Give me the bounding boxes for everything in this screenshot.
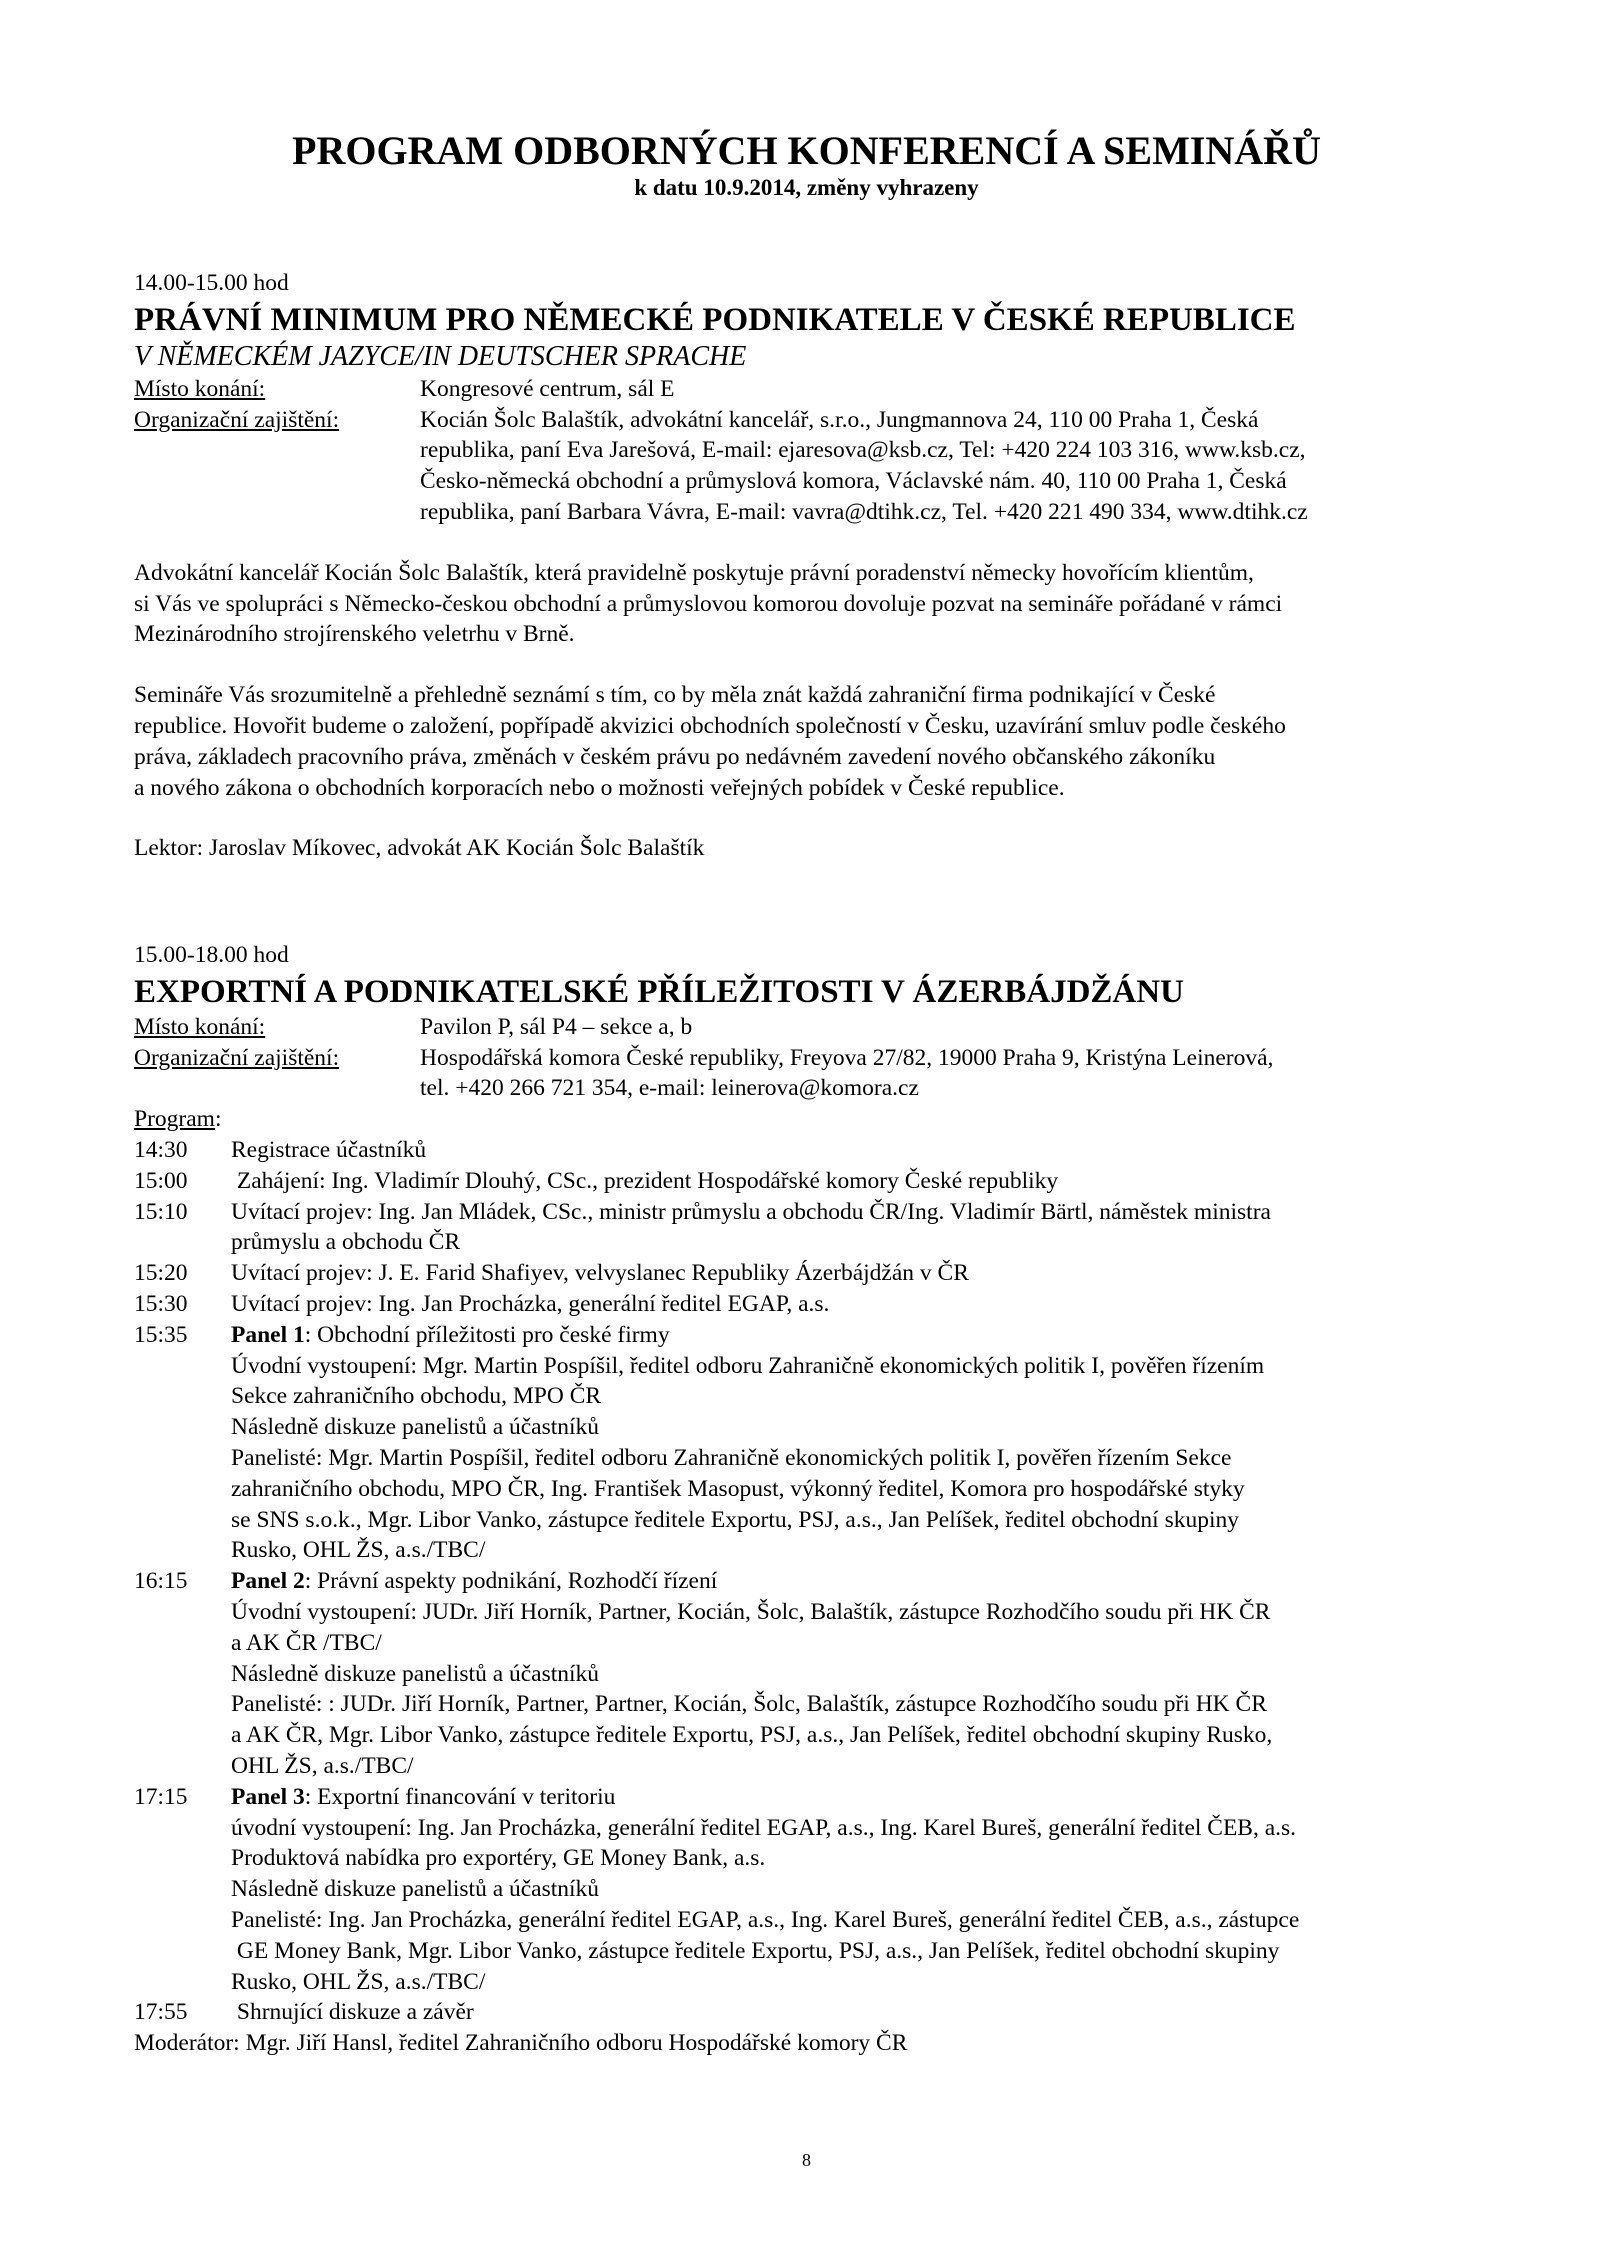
para-line: a nového zákona o obchodních korporacích nebo o možnosti veřejných pobídek v České republice. [134, 774, 1065, 801]
moderator-line: Moderátor: Mgr. Jiří Hansl, ředitel Zahraničního odboru Hospodářské komory ČR [134, 2030, 908, 2057]
venue-value: Kongresové centrum, sál E [420, 375, 675, 402]
org-line: republika, paní Eva Jarešová, E-mail: ejaresova@ksb.cz, Tel: +420 224 103 316, www.ksb.cz, [420, 437, 1306, 464]
intro-paragraph [134, 558, 1479, 650]
program-line: a AK ČR /TBC/ [231, 1629, 382, 1656]
section2-title: EXPORTNÍ A PODNIKATELSKÉ PŘÍLEŽITOSTI V ÁZERBÁJDŽÁNU [134, 973, 1184, 1010]
program-item [134, 1566, 1479, 1782]
panel-heading [231, 1782, 1479, 1813]
section1-venue-row [134, 374, 1479, 405]
org-line: tel. +420 266 721 354, e-mail: leinerova@komora.cz [420, 1075, 919, 1102]
program-line: Produktová nabídka pro exportéry, GE Money Bank, a.s. [231, 1845, 766, 1872]
para-line: Mezinárodního strojírenského veletrhu v Brně. [134, 621, 575, 648]
program-item [134, 1289, 1479, 1320]
para-line: Semináře Vás srozumitelně a přehledně seznámí s tím, co by měla znát každá zahraniční firma podnikající v České [134, 682, 1216, 709]
page-number: 8 [802, 2150, 811, 2170]
para-line: práva, základech pracovního práva, změnách v českém právu po nedávném zavedení nového občanského zákoníku [134, 743, 1216, 770]
program-line: a AK ČR, Mgr. Libor Vanko, zástupce ředitele Exportu, PSJ, a.s., Jan Pelíšek, ředitel obchodní skupiny Rusko, [231, 1722, 1273, 1749]
program-text [231, 1997, 1479, 2028]
program-time: 15:00 [134, 1167, 188, 1194]
section1-time: 14.00-15.00 hod [134, 270, 289, 296]
org-line: Hospodářská komora České republiky, Freyova 27/82, 19000 Praha 9, Kristýna Leinerová, [420, 1044, 1274, 1071]
program-time: 16:15 [134, 1568, 188, 1595]
panel-topic: : Exportní financování v teritoriu [304, 1783, 616, 1810]
panel-topic: : Právní aspekty podnikání, Rozhodčí řízení [304, 1568, 718, 1595]
program-heading [134, 1104, 1479, 1135]
program-line: zahraničního obchodu, MPO ČR, Ing. František Masopust, výkonný ředitel, Komora pro hospodářské styky [231, 1475, 1245, 1502]
program-text [231, 1782, 1479, 1998]
page-title: PROGRAM ODBORNÝCH KONFERENCÍ A SEMINÁŘŮ [292, 128, 1321, 173]
venue-value: Pavilon P, sál P4 – sekce a, b [420, 1013, 693, 1040]
program-line: Uvítací projev: Ing. Jan Mládek, CSc., ministr průmyslu a obchodu ČR/Ing. Vladimír Bärtl, náměstek ministra [231, 1198, 1271, 1225]
para-line: si Vás ve spolupráci s Německo-českou obchodní a průmyslovou komorou dovoluje pozvat na semináře pořádané v rámci [134, 590, 1283, 617]
venue-label: Místo konání: [134, 375, 266, 402]
org-value [420, 405, 1479, 528]
program-line: se SNS s.o.k., Mgr. Libor Vanko, zástupce ředitele Exportu, PSJ, a.s., Jan Pelíšek, ředitel obchodní skupiny [231, 1506, 1239, 1533]
program-list [134, 1135, 1479, 2028]
page-subtitle: k datu 10.9.2014, změny vyhrazeny [634, 175, 979, 200]
program-time: 14:30 [134, 1136, 188, 1163]
org-line: Česko-německá obchodní a průmyslová komora, Václavské nám. 40, 110 00 Praha 1, Česká [420, 468, 1287, 495]
section2-org-row [134, 1043, 1479, 1105]
program-line: Úvodní vystoupení: Mgr. Martin Pospíšil, ředitel odboru Zahraničně ekonomických politik I, pověřen řízením [231, 1352, 1265, 1379]
program-time: 15:30 [134, 1290, 188, 1317]
program-item [134, 1258, 1479, 1289]
program-time: 17:15 [134, 1783, 188, 1810]
program-text [231, 1320, 1479, 1566]
program-line: Sekce zahraničního obchodu, MPO ČR [231, 1383, 602, 1410]
program-label: Program [134, 1106, 215, 1133]
program-line: úvodní vystoupení: Ing. Jan Procházka, generální ředitel EGAP, a.s., Ing. Karel Bureš, generální ředitel ČEB, a.s. [231, 1814, 1297, 1841]
program-time: 15:20 [134, 1260, 188, 1287]
para-line: republice. Hovořit budeme o založení, popřípadě akvizici obchodních společností v Česku, uzavírání smluv podle českého [134, 712, 1286, 739]
panel-topic: : Obchodní příležitosti pro české firmy [304, 1321, 670, 1348]
program-text [231, 1566, 1479, 1782]
program-item [134, 1166, 1479, 1197]
lector-line: Lektor: Jaroslav Míkovec, advokát AK Kocián Šolc Balaštík [134, 835, 705, 862]
program-colon: : [214, 1106, 222, 1133]
program-item [134, 1197, 1479, 1259]
program-line: Následně diskuze panelistů a účastníků [231, 1876, 600, 1903]
org-line: Kocián Šolc Balaštík, advokátní kancelář, s.r.o., Jungmannova 24, 110 00 Praha 1, Česká [420, 406, 1259, 433]
section1-title: PRÁVNÍ MINIMUM PRO NĚMECKÉ PODNIKATELE V ČESKÉ REPUBLICE [134, 301, 1296, 338]
program-line: Uvítací projev: Ing. Jan Procházka, generální ředitel EGAP, a.s. [231, 1290, 830, 1317]
program-time: 15:10 [134, 1198, 188, 1225]
program-text [231, 1197, 1479, 1259]
panel-label: Panel 3 [231, 1783, 305, 1810]
program-line: průmyslu a obchodu ČR [231, 1229, 461, 1256]
program-line: Registrace účastníků [231, 1136, 427, 1163]
program-line: Následně diskuze panelistů a účastníků [231, 1414, 600, 1441]
panel-label: Panel 2 [231, 1568, 305, 1595]
program-line: Rusko, OHL ŽS, a.s./TBC/ [231, 1537, 486, 1564]
program-line: GE Money Bank, Mgr. Libor Vanko, zástupce ředitele Exportu, PSJ, a.s., Jan Pelíšek, ředitel obchodní skupiny [231, 1937, 1280, 1964]
program-line: Panelisté: : JUDr. Jiří Horník, Partner, Partner, Kocián, Šolc, Balaštík, zástupce Rozhodčího soudu při HK ČR [231, 1691, 1267, 1718]
program-line: Panelisté: Ing. Jan Procházka, generální ředitel EGAP, a.s., Ing. Karel Bureš, generální ředitel ČEB, a.s., zástupce [231, 1906, 1300, 1933]
program-time: 15:35 [134, 1321, 188, 1348]
program-item [134, 1997, 1479, 2028]
para-line: Advokátní kancelář Kocián Šolc Balaštík, která pravidelně poskytuje právní poradenství německy hovořícím klientům, [134, 559, 1254, 586]
program-item [134, 1320, 1479, 1566]
program-line: Zahájení: Ing. Vladimír Dlouhý, CSc., prezident Hospodářské komory České republiky [231, 1167, 1059, 1194]
program-text [231, 1258, 1479, 1289]
section-azerbaijan [134, 940, 1479, 2059]
org-value [420, 1043, 1479, 1105]
description-paragraph [134, 680, 1479, 803]
panel-label: Panel 1 [231, 1321, 305, 1348]
program-line: Následně diskuze panelistů a účastníků [231, 1660, 600, 1687]
program-line: OHL ŽS, a.s./TBC/ [231, 1752, 414, 1779]
program-line: Úvodní vystoupení: JUDr. Jiří Horník, Partner, Kocián, Šolc, Balaštík, zástupce Rozhodčího soudu při HK ČR [231, 1598, 1271, 1625]
panel-heading [231, 1320, 1479, 1351]
section-legal-minimum [134, 268, 1479, 864]
program-time: 17:55 [134, 1999, 188, 2026]
org-label: Organizační zajištění: [134, 406, 340, 433]
section1-org-row [134, 405, 1479, 528]
panel-heading [231, 1566, 1479, 1597]
program-item [134, 1135, 1479, 1166]
section1-subtitle: V NĚMECKÉM JAZYCE/IN DEUTSCHER SPRACHE [134, 340, 747, 372]
program-text [231, 1289, 1479, 1320]
program-line: Uvítací projev: J. E. Farid Shafiyev, velvyslanec Republiky Ázerbájdžán v ČR [231, 1260, 969, 1287]
program-text [231, 1135, 1479, 1166]
program-line: Panelisté: Mgr. Martin Pospíšil, ředitel odboru Zahraničně ekonomických politik I, pověřen řízením Sekce [231, 1444, 1232, 1471]
org-line: republika, paní Barbara Vávra, E-mail: vavra@dtihk.cz, Tel. +420 221 490 334, www.dtihk.cz [420, 498, 1308, 525]
program-line: Shrnující diskuze a závěr [231, 1999, 474, 2026]
section2-venue-row [134, 1012, 1479, 1043]
program-line: Rusko, OHL ŽS, a.s./TBC/ [231, 1968, 486, 1995]
org-label: Organizační zajištění: [134, 1044, 340, 1071]
venue-label: Místo konání: [134, 1013, 266, 1040]
section2-time: 15.00-18.00 hod [134, 942, 289, 968]
program-text [231, 1166, 1479, 1197]
program-item [134, 1782, 1479, 1998]
